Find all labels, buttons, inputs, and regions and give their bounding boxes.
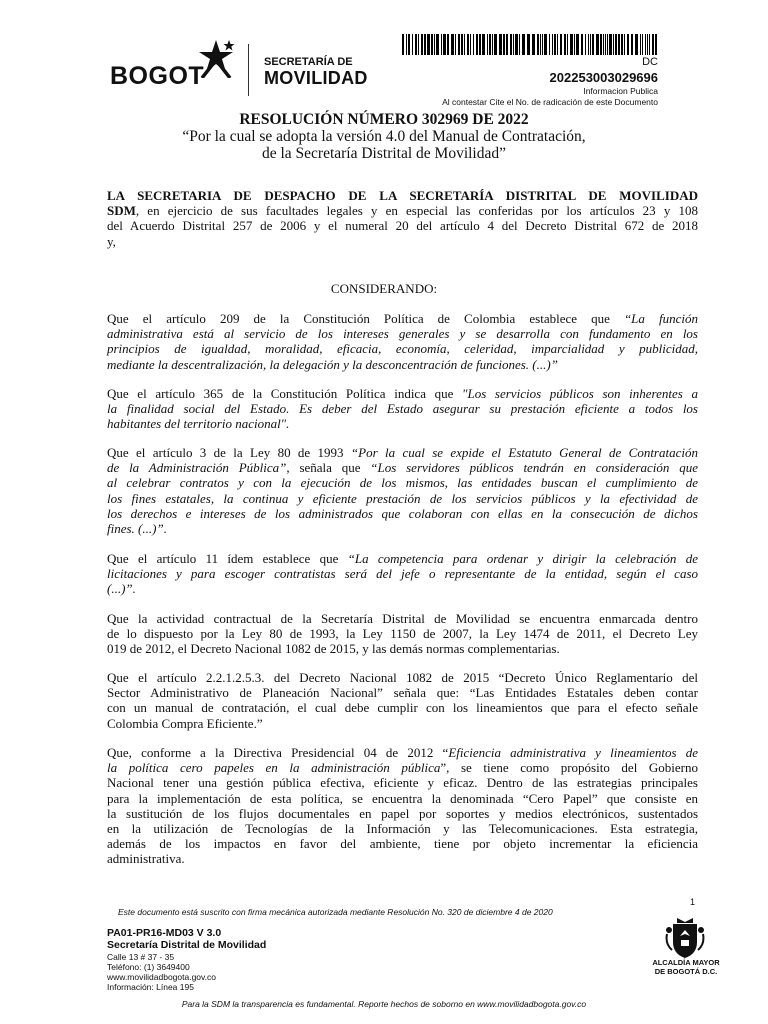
- barcode-bar: [645, 34, 646, 55]
- barcode-bar: [615, 34, 617, 55]
- intro-sdm: SDM: [107, 203, 136, 219]
- barcode-bar: [627, 34, 629, 55]
- barcode-bar: [596, 34, 599, 55]
- barcode-bar: [436, 34, 439, 55]
- info-publica-label: Informacion Publica: [583, 86, 658, 96]
- barcode-bar: [655, 34, 657, 55]
- p7-line5: la sustitución de los flujos documentales en papel por soportes y medios electrónicos, sustentados: [107, 805, 698, 821]
- p7-line8: administrativa.: [107, 851, 185, 867]
- p2-text: Que el artículo 365 de la Constitución Política indica que: [107, 386, 463, 401]
- p1-line2: administrativa está al servicio de los intereses generales y se desarrolla con fundamento en los: [107, 326, 698, 342]
- paragraph-3: [107, 445, 698, 536]
- barcode-bar: [585, 34, 586, 55]
- barcode-bar: [461, 34, 463, 55]
- barcode-bar: [552, 34, 553, 55]
- barcode-bar: [635, 34, 638, 55]
- barcode-bar: [402, 34, 404, 55]
- p1-quote: “La función: [623, 311, 698, 326]
- paragraph-7: [107, 745, 698, 867]
- barcode-bar: [542, 34, 543, 55]
- intro-line2: , en ejercicio de sus facultades legales y en especial las conferidas por los artículos 23 y 108: [135, 203, 698, 219]
- phone: Teléfono: (1) 3649400: [107, 962, 190, 972]
- barcode-bar: [473, 34, 474, 55]
- p4-line3: (...)”.: [107, 581, 136, 597]
- p1-line3: principios de igualdad, moralidad, eficacia, economía, celeridad, imparcialidad y publicidad,: [107, 341, 698, 357]
- logo-secretaria-text: SECRETARÍA DE: [264, 56, 353, 68]
- bogota-star-logo-icon: [196, 38, 236, 78]
- p6-line2: Sector Administrativo de Planeación Nacional” señala que: “Las Entidades Estatales deben contar: [107, 685, 698, 701]
- barcode-bar: [618, 34, 620, 55]
- radicado-number: 202253003029696: [549, 70, 658, 85]
- barcode-bar: [576, 34, 579, 55]
- logo-divider: [248, 44, 249, 96]
- barcode-bar: [647, 34, 648, 55]
- p2-line3: habitantes del territorio nacional".: [107, 416, 290, 432]
- p4-quote: “La competencia para ordenar y dirigir la celebración de: [347, 551, 698, 566]
- p3-line3: al celebrar contratos y con la ejecución de los mismos, las entidades buscan el cumplimiento de: [107, 475, 698, 491]
- barcode-bar: [605, 34, 606, 55]
- alcaldia-label-line1: ALCALDÍA MAYOR: [652, 958, 720, 967]
- p3-line2b: , señala que: [286, 460, 371, 476]
- barcode-bar: [443, 34, 446, 55]
- entity-name: Secretaría Distrital de Movilidad: [107, 939, 267, 951]
- barcode-bar: [431, 34, 433, 55]
- considerando-heading: CONSIDERANDO:: [330, 281, 438, 296]
- barcode-bar: [467, 34, 469, 55]
- barcode-bar: [494, 34, 497, 55]
- barcode-bar: [479, 34, 481, 55]
- barcode-bar: [447, 34, 449, 55]
- barcode-bar: [640, 34, 641, 55]
- p5-line1: Que la actividad contractual de la Secretaría Distrital de Movilidad se encuentra enmarcada dentro: [107, 611, 698, 626]
- barcode-bar: [560, 34, 562, 55]
- address: Calle 13 # 37 - 35: [107, 952, 175, 962]
- barcode-bar: [464, 34, 465, 55]
- page-number: 1: [690, 897, 696, 907]
- barcode-bar: [621, 34, 623, 55]
- p7-line6: en la utilización de Tecnologías de la Información y las Telecomunicaciones. Esta estrategia,: [107, 820, 698, 836]
- barcode-bar: [527, 34, 530, 55]
- paragraph-6: [107, 670, 698, 731]
- barcode-bar: [592, 34, 594, 55]
- barcode-bar: [510, 34, 512, 55]
- resolution-title: RESOLUCIÓN NÚMERO 302969 DE 2022: [239, 111, 529, 128]
- p4-text: Que el artículo 11 ídem establece que: [107, 551, 348, 566]
- barcode-bar: [492, 34, 493, 55]
- signature-note: Este documento está suscrito con firma mecánica autorizada mediante Resolución No. 320 de diciembre 4 de 2020: [118, 907, 553, 917]
- barcode-bar: [652, 34, 654, 55]
- paragraph-4: [107, 551, 698, 597]
- barcode-bar: [487, 34, 488, 55]
- barcode-bar: [412, 34, 413, 55]
- barcode-bar: [567, 34, 568, 55]
- p1-text: Que el artículo 209 de la Constitución Política de Colombia establece que: [107, 311, 624, 326]
- barcode-bar: [482, 34, 485, 55]
- barcode-bar: [519, 34, 520, 55]
- barcode-bar: [406, 34, 407, 55]
- barcode-bar: [522, 34, 525, 55]
- barcode-bar: [603, 34, 604, 55]
- p5-line2: de lo dispuesto por la Ley 80 de 1993, la Ley 1150 de 2007, la Ley 1474 de 2011, el Decreto Ley: [107, 626, 698, 642]
- barcode-bar: [418, 34, 419, 55]
- barcode-bar: [642, 34, 643, 55]
- barcode-bar: [581, 34, 583, 55]
- barcode-bar: [513, 34, 514, 55]
- barcode-bar: [631, 34, 633, 55]
- logo-movilidad-text: MOVILIDAD: [264, 68, 368, 88]
- barcode-bar: [537, 34, 539, 55]
- p7-line2b: ”, se tiene como propósito del Gobierno: [440, 760, 698, 776]
- resolution-subtitle-line2: de la Secretaría Distrital de Movilidad”: [261, 145, 507, 162]
- barcode-bar: [506, 34, 508, 55]
- barcode-bar: [609, 34, 612, 55]
- paragraph-2: [107, 386, 698, 432]
- barcode-bar: [570, 34, 573, 55]
- p7-line3: Nacional tener una gestión pública efectiva, eficiente y eficaz. Dentro de las estrategias principales: [107, 775, 698, 791]
- website-link[interactable]: www.movilidadbogota.gov.co: [107, 972, 216, 982]
- barcode-bar: [489, 34, 491, 55]
- p3-quote: “Por la cual se expide el Estatuto General de Contratación: [350, 445, 698, 460]
- barcode-bar: [458, 34, 460, 55]
- barcode-bar: [564, 34, 566, 55]
- barcode-bar: [424, 34, 426, 55]
- barcode-bar: [455, 34, 456, 55]
- barcode-bar: [590, 34, 591, 55]
- p3-line6: fines. (...)”.: [107, 520, 167, 536]
- barcode-bar: [408, 34, 410, 55]
- barcode-bar: [574, 34, 575, 55]
- barcode-bar: [421, 34, 423, 55]
- paragraph-5: [107, 611, 698, 657]
- barcode-bar: [588, 34, 589, 55]
- p1-line4: mediante la descentralización, la delegación y la desconcentración de funciones. (...)”: [107, 356, 558, 372]
- p2-line2: la finalidad social del Estado. Es deber del Estado asegurar su prestación eficiente a todos los: [107, 401, 698, 417]
- p5-line3: 019 de 2012, el Decreto Nacional 1082 de 2015, y las demás normas complementarias.: [107, 641, 560, 657]
- p3-line2a: de la Administración Pública”: [107, 460, 287, 476]
- barcode-bar: [499, 34, 502, 55]
- p3-line4: los fines estatales, la continua y eficiente prestación de los servicios públicos y la efectividad de: [107, 490, 698, 506]
- p6-line3: con un manual de contratación, el cual debe cumplir con los lineamientos que para el efecto señale: [107, 700, 698, 716]
- p7-line2a: la política cero papeles en la administración pública: [107, 760, 441, 776]
- resolution-subtitle-line1: “Por la cual se adopta la versión 4.0 del Manual de Contratación,: [182, 128, 586, 145]
- p7-line7: además de los impactos en favor del ambiente, tiene por objeto incrementar la eficiencia: [107, 836, 698, 852]
- intro-heading: LA SECRETARIA DE DESPACHO DE LA SECRETARÍA DISTRITAL DE MOVILIDAD: [107, 188, 698, 203]
- intro-line4: y,: [107, 233, 116, 249]
- intro-paragraph: [107, 188, 698, 249]
- bogota-coat-of-arms-icon: [664, 916, 706, 960]
- barcode-bar: [470, 34, 471, 55]
- p3-line5: los derechos e intereses de los administrados que colaboran con ellas en la consecución de dichos: [107, 505, 698, 521]
- barcode-bar: [451, 34, 454, 55]
- p3-line2c: “Los servidores públicos tendrán en consideración que: [370, 460, 698, 476]
- barcode-bar: [515, 34, 518, 55]
- p7-text: Que, conforme a la Directiva Presidencial 04 de 2012 “: [107, 745, 449, 760]
- barcode-bar: [649, 34, 650, 55]
- transparency-note: Para la SDM la transparencia es fundamental. Reporte hechos de soborno en www.movilidadbogota.gov.co: [181, 999, 587, 1009]
- p7-line4: para la implementación de esta política, se encuentra la denominada “Cero Papel” que consiste en: [107, 790, 698, 806]
- barcode-bar: [549, 34, 550, 55]
- barcode-bar: [554, 34, 556, 55]
- p4-line2: licitaciones y para escoger contratistas será del jefe o representante de la entidad, según el caso: [107, 566, 698, 582]
- p6-line1: Que el artículo 2.2.1.2.5.3. del Decreto Nacional 1082 de 2015 “Decreto Único Reglamentario del: [107, 670, 698, 685]
- cite-note: Al contestar Cite el No. de radicación de este Documento: [442, 97, 658, 107]
- p7-quote: Eficiencia administrativa y lineamientos de: [448, 745, 698, 760]
- barcode-bar: [434, 34, 435, 55]
- p6-line4: Colombia Compra Eficiente.”: [107, 715, 263, 731]
- barcode-bar: [540, 34, 541, 55]
- barcode-bar: [613, 34, 614, 55]
- barcode-bar: [415, 34, 417, 55]
- paragraph-1: [107, 311, 698, 372]
- barcode-bar: [600, 34, 602, 55]
- p2-quote: "Los servicios públicos son inherentes a: [462, 386, 698, 401]
- barcode-bar: [476, 34, 478, 55]
- p3-text: Que el artículo 3 de la Ley 80 de 1993: [107, 445, 351, 460]
- document-code: PA01-PR16-MD03 V 3.0: [107, 927, 222, 939]
- barcode-bar: [607, 34, 608, 55]
- barcode-bar: [427, 34, 430, 55]
- barcode-bar: [503, 34, 505, 55]
- info-line: Información: Línea 195: [107, 982, 194, 992]
- barcode-bar: [557, 34, 558, 55]
- barcode-bar: [624, 34, 625, 55]
- document-class: DC: [642, 56, 658, 68]
- alcaldia-label-line2: DE BOGOTÁ D.C.: [654, 967, 718, 976]
- barcode-bar: [441, 34, 442, 55]
- intro-line3: del Acuerdo Distrital 257 de 2006 y el numeral 20 del artículo 4 del Decreto Distrital 672 de 2018: [107, 218, 698, 234]
- barcode-bar: [532, 34, 535, 55]
- bogota-logo-text: BOGOT: [110, 62, 205, 90]
- barcode-icon: [402, 34, 658, 55]
- barcode-bar: [544, 34, 547, 55]
